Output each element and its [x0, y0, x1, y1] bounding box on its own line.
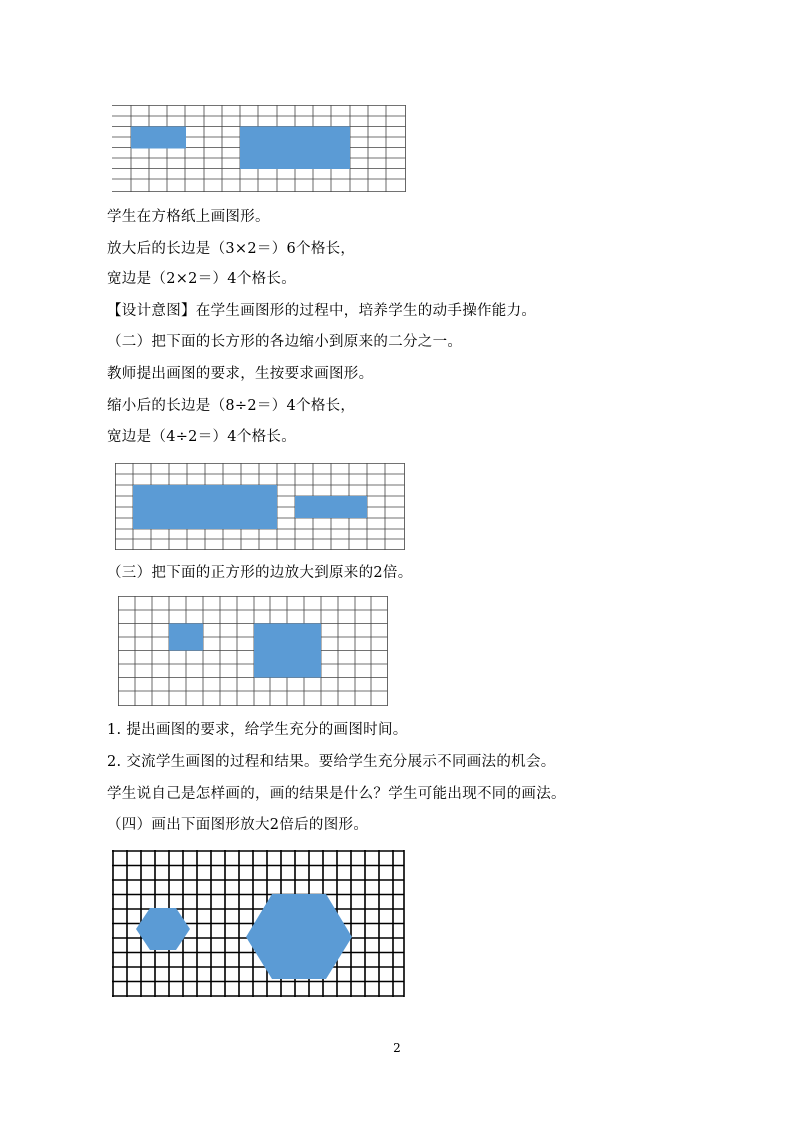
section-four-heading: （四）画出下面图形放大2倍后的图形。 [107, 817, 369, 833]
text-line-11: 2. 交流学生画图的过程和结果。要给学生充分展示不同画法的机会。 [107, 754, 556, 770]
grid-figure-rectangle-reduce [115, 463, 405, 550]
grid-figure-square-enlarge [118, 596, 388, 706]
text-line-10: 1. 提出画图的要求，给学生充分的画图时间。 [107, 722, 408, 738]
page-number: 2 [393, 1041, 401, 1055]
reduced-rectangle [295, 496, 367, 518]
design-intent-line: 【设计意图】在学生画图形的过程中，培养学生的动手操作能力。 [107, 303, 537, 319]
enlarged-rectangle [240, 127, 350, 170]
small-square [169, 624, 203, 651]
grid-figure-hexagon-enlarge [112, 850, 405, 997]
section-two-heading: （二）把下面的长方形的各边缩小到原来的二分之一。 [107, 334, 463, 350]
small-hexagon [136, 908, 190, 950]
text-line-6: 教师提出画图的要求，生按要求画图形。 [107, 366, 374, 382]
original-rectangle [133, 485, 277, 529]
text-line-12: 学生说自己是怎样画的，画的结果是什么？学生可能出现不同的画法。 [107, 786, 566, 802]
enlarged-square [254, 624, 321, 678]
text-line-7: 缩小后的长边是（8÷2＝）4个格长， [107, 398, 356, 414]
text-line-2: 放大后的长边是（3×2＝）6个格长， [107, 241, 356, 257]
text-line-1: 学生在方格纸上画图形。 [107, 209, 270, 225]
text-line-8: 宽边是（4÷2＝）4个格长。 [107, 429, 297, 445]
grid-figure-rectangle-enlarge [112, 105, 406, 192]
section-three-heading: （三）把下面的正方形的边放大到原来的2倍。 [107, 565, 413, 581]
text-line-3: 宽边是（2×2＝）4个格长。 [107, 271, 297, 287]
small-rectangle [131, 127, 186, 149]
